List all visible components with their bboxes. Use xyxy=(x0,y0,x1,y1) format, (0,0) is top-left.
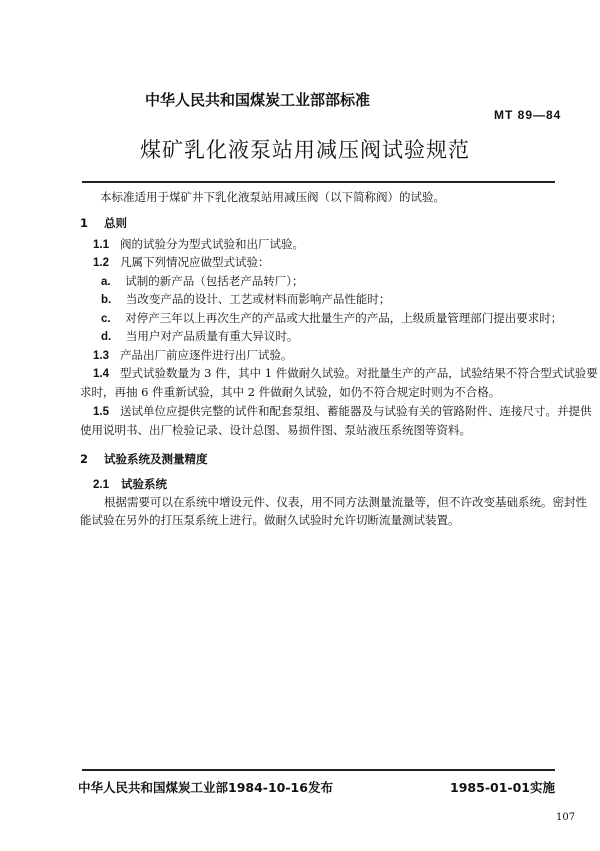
clause-1-2 xyxy=(93,255,269,270)
intro-paragraph: 本标准适用于煤矿井下乳化液泵站用减压阀（以下简称阀）的试验。 xyxy=(100,190,445,204)
standard-code: MT 89—84 xyxy=(494,108,562,122)
clause-2-1-continued: 能试验在另外的打压泵系统上进行。做耐久试验时允许切断流量测试装置。 xyxy=(80,513,460,527)
clause-2-1-heading xyxy=(93,476,167,492)
item-text: 当改变产品的设计、工艺或材料而影响产品性能时； xyxy=(125,292,391,306)
item-label: c. xyxy=(101,313,111,325)
section-title: 总则 xyxy=(104,216,128,230)
clause-text: 产品出厂前应逐件进行出厂试验。 xyxy=(119,348,293,362)
section-1-heading xyxy=(80,215,127,231)
section-number: 2 xyxy=(80,452,89,466)
issue-date: 中华人民共和国煤炭工业部1984-10-16发布 xyxy=(78,780,333,795)
clause-text: 凡属下列情况应做型式试验： xyxy=(119,255,270,269)
effective-date: 1985-01-01实施 xyxy=(450,780,555,795)
clause-1-1 xyxy=(93,237,304,252)
clause-text: 型式试验数量为 3 件，其中 1 件做耐久试验。对批量生产的产品，试验结果不符合型式试验要 xyxy=(119,366,598,380)
list-item xyxy=(101,274,303,289)
clause-1-3 xyxy=(93,348,292,363)
clause-number: 1.2 xyxy=(93,257,109,269)
footer-rule xyxy=(82,769,555,771)
clause-text: 送试单位应提供完整的试件和配套泵组、蓄能器及与试验有关的管路附件、连接尺寸。并提供 xyxy=(119,404,592,418)
clause-1-4 xyxy=(93,366,598,381)
clause-text: 阀的试验分为型式试验和出厂试验。 xyxy=(119,237,304,251)
section-2-heading xyxy=(80,451,208,467)
item-label: b. xyxy=(101,294,112,306)
clause-2-1-text: 根据需要可以在系统中增设元件、仪表，用不同方法测量流量等，但不许改变基础系统。密封性 xyxy=(104,495,587,509)
list-item xyxy=(101,311,562,326)
list-item xyxy=(101,329,298,344)
clause-1-5-continued: 使用说明书、出厂检验记录、设计总图、易损件图、泵站液压系统图等资料。 xyxy=(80,423,471,437)
section-title: 试验系统及测量精度 xyxy=(104,452,208,466)
item-text: 当用户对产品质量有重大异议时。 xyxy=(125,329,299,343)
clause-1-4-continued: 求时，再抽 6 件重新试验，其中 2 件做耐久试验，如仍不符合规定时则为不合格。 xyxy=(80,385,501,399)
clause-title: 试验系统 xyxy=(121,477,168,491)
clause-number: 2.1 xyxy=(93,479,109,491)
item-text: 对停产三年以上再次生产的产品或大批量生产的产品，上级质量管理部门提出要求时； xyxy=(125,311,563,325)
clause-1-5 xyxy=(93,404,591,419)
page-number: 107 xyxy=(556,812,576,823)
header-rule xyxy=(82,181,555,183)
clause-number: 1.1 xyxy=(93,239,109,251)
item-text: 试制的新产品（包括老产品转厂）； xyxy=(125,274,304,288)
item-label: d. xyxy=(101,331,112,343)
item-label: a. xyxy=(101,276,111,288)
list-item xyxy=(101,292,390,307)
clause-number: 1.5 xyxy=(93,406,109,418)
issuer-heading: 中华人民共和国煤炭工业部部标准 xyxy=(145,91,371,109)
document-title: 煤矿乳化液泵站用减压阀试验规范 xyxy=(140,138,470,162)
clause-number: 1.4 xyxy=(93,368,109,380)
clause-number: 1.3 xyxy=(93,350,109,362)
section-number: 1 xyxy=(80,216,89,230)
